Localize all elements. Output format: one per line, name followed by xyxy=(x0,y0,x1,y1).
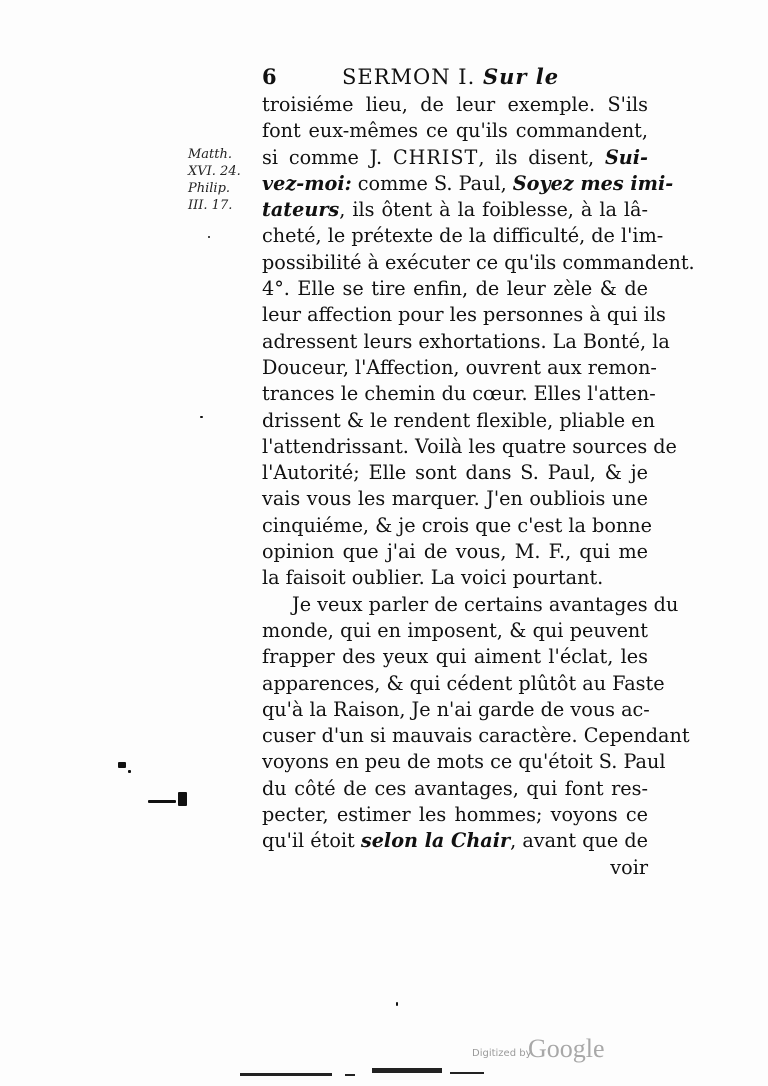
text-line xyxy=(262,381,656,407)
text-line xyxy=(262,460,648,486)
text-line xyxy=(262,486,648,512)
text-span: l'Autorité; Elle sont dans S. Paul, & je xyxy=(262,461,648,485)
text-line xyxy=(262,434,677,460)
google-logo: Google xyxy=(528,1034,605,1063)
text-line xyxy=(262,276,648,302)
text-span: 4°. Elle se tire enfin, de leur zèle & de xyxy=(262,277,648,301)
text-span-italic: tateurs xyxy=(262,198,340,222)
text-span: , avant que de xyxy=(510,829,648,853)
scan-artifact xyxy=(345,1074,355,1076)
text-line xyxy=(262,592,679,618)
text-line xyxy=(262,171,674,197)
scan-speck xyxy=(128,770,131,773)
catchword-line xyxy=(262,855,648,881)
text-line xyxy=(262,539,648,565)
text-line xyxy=(262,223,664,249)
scan-speck xyxy=(118,762,126,768)
text-span-italic: Soyez mes imi- xyxy=(512,171,674,195)
text-line xyxy=(262,408,655,434)
scan-speck xyxy=(396,1002,398,1006)
margin-note: III. 17. xyxy=(188,198,233,213)
body-text xyxy=(262,92,695,881)
text-span: comme S. Paul, xyxy=(351,171,513,195)
text-span: du côté de ces avantages, qui font res- xyxy=(262,776,648,800)
text-line xyxy=(262,644,648,670)
text-line xyxy=(262,697,648,723)
margin-note: XVI. 24. xyxy=(188,164,241,179)
text-span: monde, qui en imposent, & qui peuvent xyxy=(262,618,648,642)
text-span: leur affection pour les personnes à qui ils xyxy=(262,303,666,327)
text-span: adressent leurs exhortations. La Bonté, la xyxy=(262,329,670,353)
text-line xyxy=(262,802,648,828)
text-span-italic: selon la Chair xyxy=(360,829,511,853)
text-line xyxy=(262,92,648,118)
text-span: trances le chemin du cœur. Elles l'atten- xyxy=(262,382,656,406)
text-span: l'attendrissant. Voilà les quatre sources de xyxy=(262,434,677,458)
text-span: voyons en peu de mots ce qu'étoit S. Paul xyxy=(262,750,666,774)
scan-speck xyxy=(208,236,210,238)
text-span: qu'à la Raison, Je n'ai garde de vous ac- xyxy=(262,697,650,721)
text-span: font eux-mêmes ce qu'ils commandent, xyxy=(262,119,648,143)
text-span-smallcaps: CHRIST xyxy=(392,145,479,169)
scan-artifact xyxy=(372,1068,442,1073)
text-span: cinquiéme, & je crois que c'est la bonne xyxy=(262,513,652,537)
text-line xyxy=(262,250,695,276)
text-span-italic: Sui- xyxy=(604,145,649,169)
scan-artifact xyxy=(450,1072,484,1074)
text-line xyxy=(262,828,648,854)
text-span: vais vous les marquer. J'en oubliois une xyxy=(262,487,648,511)
text-line xyxy=(262,118,648,144)
text-line xyxy=(262,776,648,802)
text-span: la faisoit oublier. La voici pourtant. xyxy=(262,566,604,590)
text-span: opinion que j'ai de vous, M. F., qui me xyxy=(262,540,648,564)
text-span: possibilité à exécuter ce qu'ils commandent. xyxy=(262,250,695,274)
digitization-watermark xyxy=(472,1034,622,1068)
text-span: Je veux parler de certains avantages du xyxy=(292,592,679,616)
text-span: troisiéme lieu, de leur exemple. S'ils xyxy=(262,93,648,116)
scan-speck xyxy=(178,792,187,806)
text-span: si comme J. xyxy=(262,145,393,169)
text-span: , ils ôtent à la foiblesse, à la lâ- xyxy=(339,198,648,222)
text-line xyxy=(262,513,652,539)
text-line xyxy=(262,749,666,775)
scan-artifact xyxy=(240,1073,332,1076)
text-span: , ils disent, xyxy=(478,145,605,169)
text-line xyxy=(262,565,648,591)
text-span: cuser d'un si mauvais caractère. Cependant xyxy=(262,724,690,748)
scan-speck xyxy=(148,800,176,803)
text-line xyxy=(262,329,670,355)
text-line xyxy=(262,355,657,381)
text-span: frapper des yeux qui aiment l'éclat, les xyxy=(262,645,648,669)
text-span-italic: vez-moi: xyxy=(262,171,352,195)
watermark-prefix: Digitized by xyxy=(472,1048,532,1059)
margin-note: Philip. xyxy=(188,181,231,196)
text-span: qu'il étoit xyxy=(262,829,361,853)
text-span: cheté, le prétexte de la difficulté, de l'im- xyxy=(262,224,664,248)
text-line xyxy=(262,671,665,697)
text-span: pecter, estimer les hommes; voyons ce xyxy=(262,803,648,827)
running-title-main: SERMON I. xyxy=(342,65,476,89)
running-title-italic: Sur le xyxy=(482,64,560,89)
running-header xyxy=(262,64,682,92)
text-line xyxy=(262,723,690,749)
page-number: 6 xyxy=(262,64,277,89)
text-line xyxy=(262,145,648,171)
text-line xyxy=(262,302,666,328)
text-span: apparences, & qui cédent plûtôt au Faste xyxy=(262,671,665,695)
text-span: drissent & le rendent flexible, pliable en xyxy=(262,408,655,432)
running-title xyxy=(342,64,559,89)
text-line xyxy=(262,197,648,223)
margin-note: Matth. xyxy=(188,147,233,162)
text-span: Douceur, l'Affection, ouvrent aux remon- xyxy=(262,355,657,379)
margin-notes xyxy=(188,146,248,214)
text-line xyxy=(262,618,648,644)
catchword: voir xyxy=(610,855,648,879)
scan-speck xyxy=(200,416,203,418)
